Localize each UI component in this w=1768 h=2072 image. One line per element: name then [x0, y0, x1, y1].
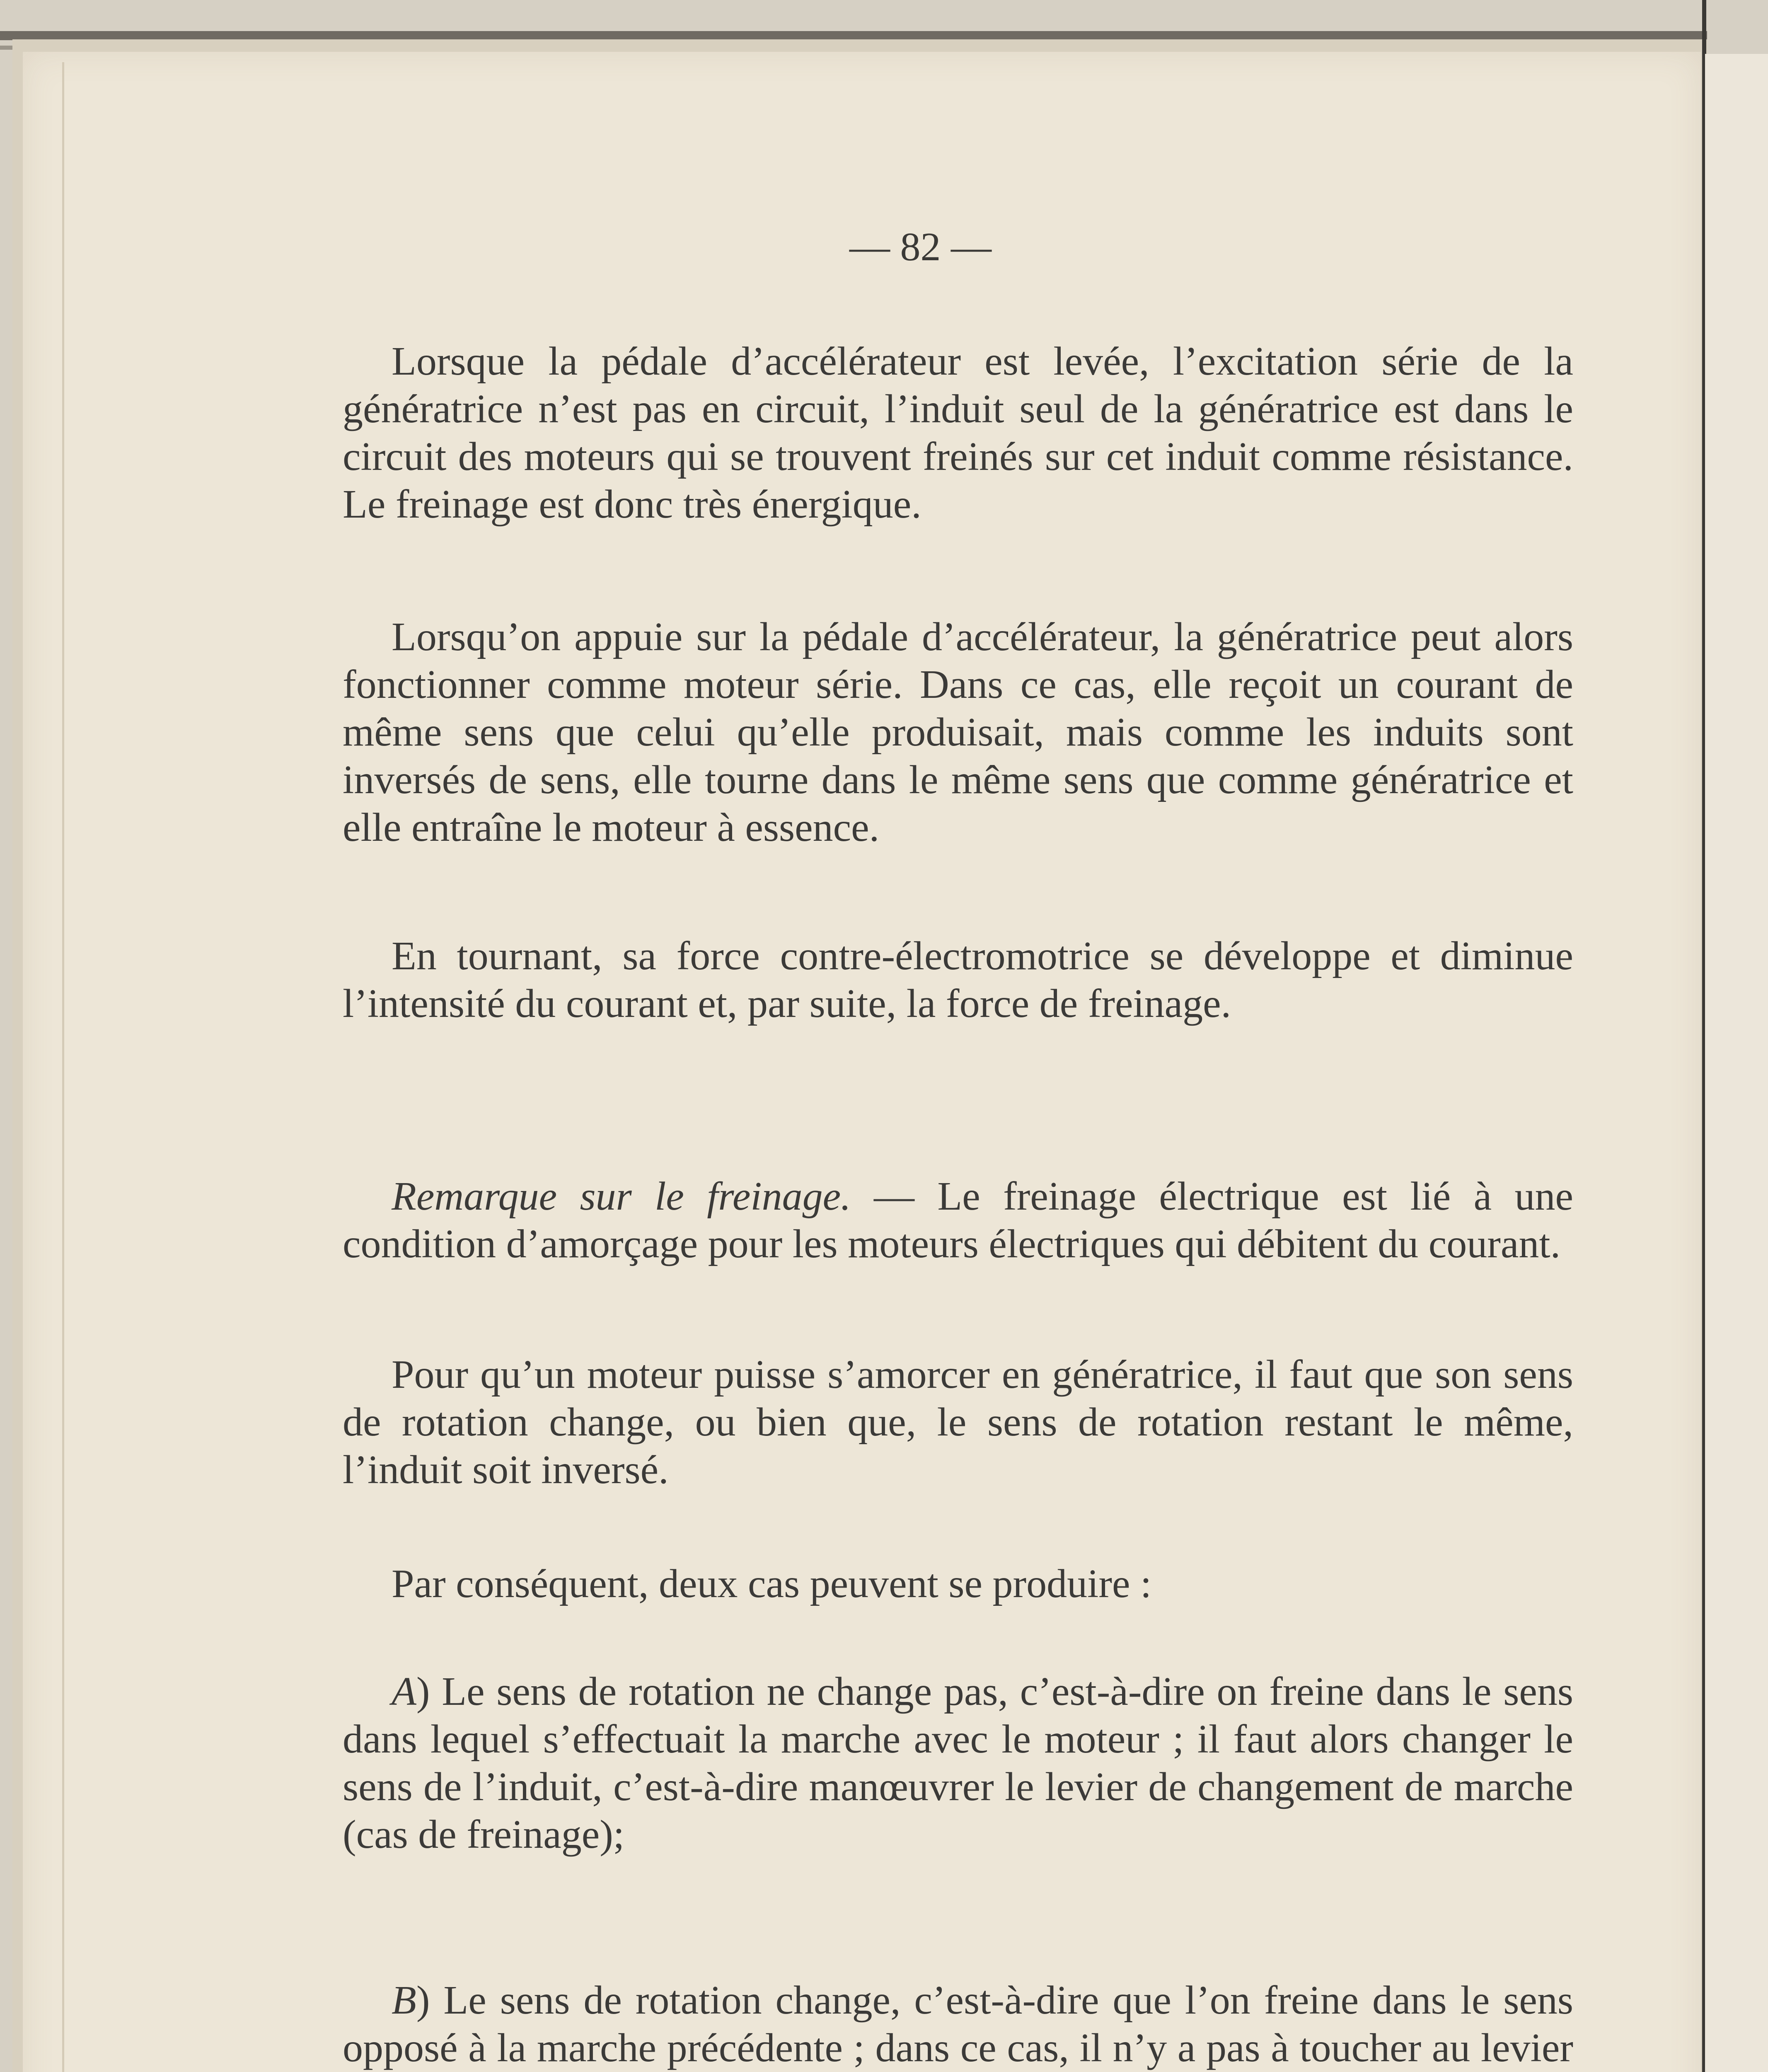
paragraph-1: Lorsque la pédale d’accélérateur est levée, l’excitation série de la génératrice n’est pas en circuit, l’induit seul de la génératrice est dans le circuit des moteurs qui se trouvent freinés sur cet induit comme résistance. Le freinage est donc très énergique. [343, 339, 1573, 527]
page-edge-left [62, 62, 64, 2072]
remark-paragraph [343, 1173, 1573, 1268]
remark-text: — Le freinage électrique est lié à une condition d’amorçage pour les moteurs électriques qui débitent du courant. [343, 1174, 1573, 1266]
case-b-letter: B [392, 1978, 416, 2023]
case-a-text: ) Le sens de rotation ne change pas, c’est-à-dire on freine dans le sens dans lequel s’effectuait la marche avec le moteur ; il faut alors changer le sens de l’induit, c’est-à-dire manœuvrer le levier de changement de marche (cas de freinage); [343, 1669, 1573, 1857]
case-b-text: ) Le sens de rotation change, c’est-à-dire que l’on freine dans le sens opposé à la marche précédente ; dans ce cas, il n’y a pas à toucher au levier [343, 1978, 1573, 2070]
paragraph-2: Lorsqu’on appuie sur la pédale d’accélérateur, la génératrice peut alors fonctionner comme moteur série. Dans ce cas, elle reçoit un courant de même sens que celui qu’elle produisait, mais comme les induits sont inversés de sens, elle tourne dans le même sens que comme génératrice et elle entraîne le moteur à essence. [343, 615, 1573, 850]
paragraph-3: En tournant, sa force contre-électromotrice se développe et diminue l’intensité du courant et, par suite, la force de freinage. [343, 934, 1573, 1026]
paragraph-5: Par conséquent, deux cas peuvent se produire : [392, 1561, 1152, 1606]
case-b-paragraph [343, 1977, 1573, 2072]
page-edge-top [0, 31, 1707, 40]
remark-title: Remarque sur le freinage. [392, 1174, 851, 1219]
book-spine [1705, 54, 1768, 2072]
case-a-letter: A [392, 1669, 416, 1714]
case-a-paragraph [343, 1668, 1573, 1859]
paragraph-4: Pour qu’un moteur puisse s’amorcer en génératrice, il faut que son sens de rotation change, ou bien que, le sens de rotation restant le même, l’induit soit inversé. [343, 1352, 1573, 1492]
page-number: — 82 — [849, 225, 992, 269]
